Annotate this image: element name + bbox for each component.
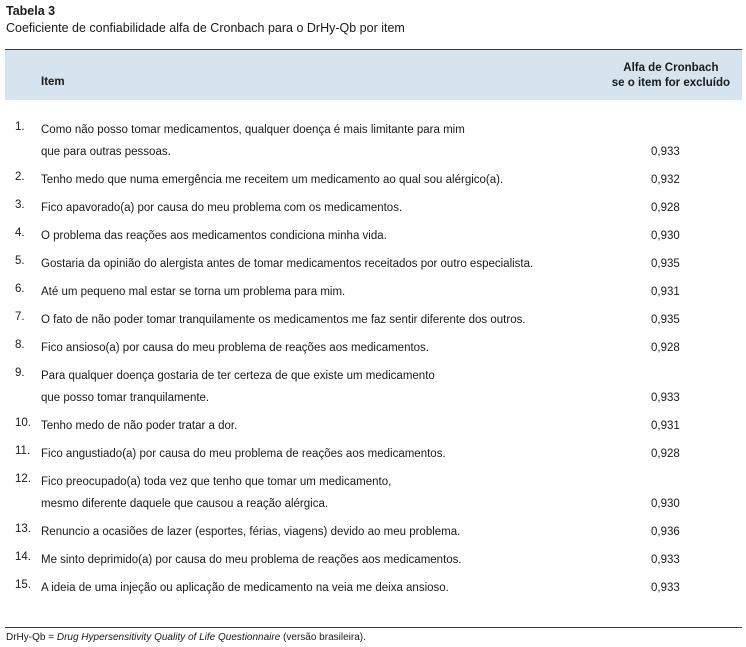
item-number: 8. <box>15 339 25 351</box>
item-number: 15. <box>15 579 31 591</box>
header-alpha-line2: se o item for excluído <box>611 77 730 89</box>
item-text <box>41 523 621 545</box>
item-text <box>41 473 621 517</box>
item-text <box>41 311 621 333</box>
alpha-value: 0,933 <box>651 554 680 566</box>
item-number: 7. <box>15 311 25 323</box>
item-number: 14. <box>15 551 31 563</box>
alpha-value: 0,936 <box>651 526 680 538</box>
item-text <box>41 417 621 439</box>
item-text-line: Tenho medo que numa emergência me receitem um medicamento ao qual sou alérgico(a). <box>41 174 504 186</box>
table-caption <box>6 3 742 37</box>
table-footnote <box>6 631 366 645</box>
item-number: 13. <box>15 523 31 535</box>
item-text-line: A ideia de uma injeção ou aplicação de medicamento na veia me deixa ansioso. <box>41 582 449 594</box>
item-text-line: Fico ansioso(a) por causa do meu problema de reações aos medicamentos. <box>41 342 430 354</box>
item-number: 4. <box>15 227 25 239</box>
table-label: Tabela 3 <box>6 4 56 18</box>
footnote-suffix: (versão brasileira). <box>280 632 366 643</box>
item-text-line: Fico angustiado(a) por causa do meu problema de reações aos medicamentos. <box>41 448 446 460</box>
alpha-value: 0,933 <box>651 582 680 594</box>
alpha-value: 0,931 <box>651 286 680 298</box>
item-text-line: O fato de não poder tomar tranquilamente os medicamentos me faz sentir diferente dos outros. <box>41 314 526 326</box>
item-number: 9. <box>15 367 25 379</box>
alpha-value: 0,932 <box>651 174 680 186</box>
item-text-line: Como não posso tomar medicamentos, qualquer doença é mais limitante para mim <box>41 124 465 136</box>
item-text <box>41 199 621 221</box>
item-text-line: Me sinto deprimido(a) por causa do meu problema de reações aos medicamentos. <box>41 554 462 566</box>
item-number: 11. <box>15 445 31 457</box>
item-text-line: que posso tomar tranquilamente. <box>41 392 210 404</box>
item-text <box>41 255 621 277</box>
item-text <box>41 171 621 193</box>
alpha-value: 0,930 <box>651 230 680 242</box>
item-text <box>41 227 621 249</box>
header-alpha <box>612 61 730 91</box>
item-text <box>41 339 621 361</box>
item-text <box>41 445 621 467</box>
item-text-line: Para qualquer doença gostaria de ter certeza de que existe um medicamento <box>41 370 435 382</box>
item-number: 12. <box>15 473 31 485</box>
item-text <box>41 579 621 601</box>
item-text <box>41 367 621 411</box>
footnote-expansion: Drug Hypersensitivity Quality of Life Questionnaire <box>56 632 281 643</box>
header-item: Item <box>41 76 65 88</box>
footer-divider <box>5 627 742 628</box>
item-number: 1. <box>15 121 25 133</box>
header-alpha-line1: Alfa de Cronbach <box>623 62 719 74</box>
table-header <box>5 49 742 100</box>
alpha-value: 0,930 <box>651 498 680 510</box>
item-text-line: Gostaria da opinião do alergista antes de tomar medicamentos receitados por outro especialista. <box>41 258 534 270</box>
footnote-abbr: DrHy-Qb = <box>6 632 57 643</box>
alpha-value: 0,933 <box>651 392 680 404</box>
alpha-value: 0,935 <box>651 314 680 326</box>
item-text <box>41 283 621 305</box>
item-text-line: mesmo diferente daquele que causou a reação alérgica. <box>41 498 329 510</box>
alpha-value: 0,928 <box>651 342 680 354</box>
table-title: Coeficiente de confiabilidade alfa de Cronbach para o DrHy-Qb por item <box>6 21 405 35</box>
item-text <box>41 121 621 165</box>
item-text-line: Fico preocupado(a) toda vez que tenho que tomar um medicamento, <box>41 476 392 488</box>
item-text <box>41 551 621 573</box>
alpha-value: 0,928 <box>651 202 680 214</box>
alpha-value: 0,931 <box>651 420 680 432</box>
item-number: 3. <box>15 199 25 211</box>
item-text-line: Tenho medo de não poder tratar a dor. <box>41 420 238 432</box>
alpha-value: 0,933 <box>651 146 680 158</box>
item-text-line: O problema das reações aos medicamentos condiciona minha vida. <box>41 230 387 242</box>
alpha-value: 0,935 <box>651 258 680 270</box>
item-number: 5. <box>15 255 25 267</box>
item-text-line: Fico apavorado(a) por causa do meu problema com os medicamentos. <box>41 202 403 214</box>
item-number: 10. <box>15 417 31 429</box>
item-number: 2. <box>15 171 25 183</box>
item-text-line: que para outras pessoas. <box>41 146 171 158</box>
item-text-line: Renuncio a ocasiões de lazer (esportes, férias, viagens) devido ao meu problema. <box>41 526 461 538</box>
alpha-value: 0,928 <box>651 448 680 460</box>
item-number: 6. <box>15 283 25 295</box>
item-text-line: Até um pequeno mal estar se torna um problema para mim. <box>41 286 346 298</box>
